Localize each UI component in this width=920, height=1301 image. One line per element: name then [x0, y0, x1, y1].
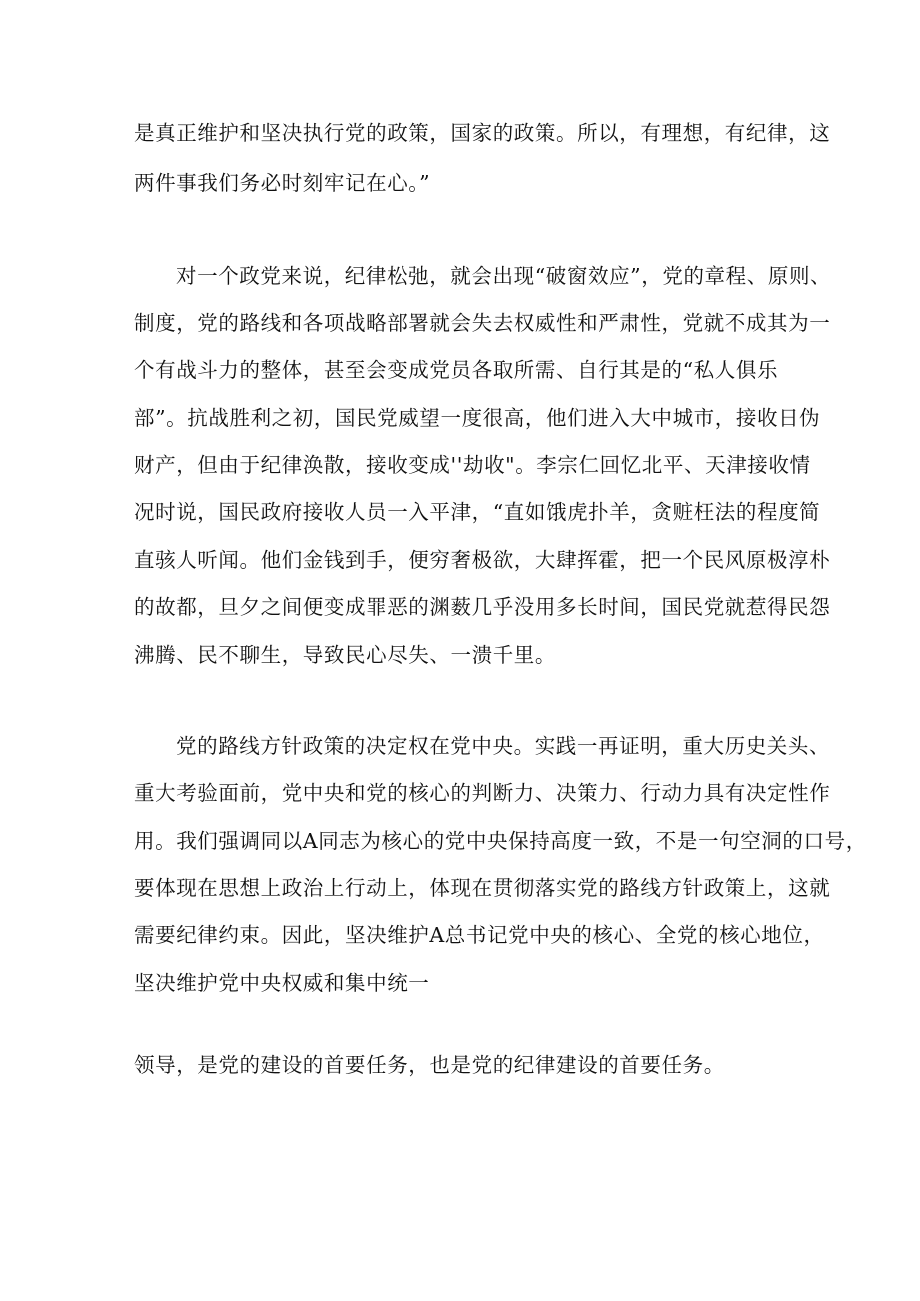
text-line: 领导，是党的建设的首要任务，也是党的纪律建设的首要任务。: [134, 1053, 725, 1077]
text-line: 两件事我们务必时刻牢记在心。”: [134, 171, 431, 195]
text-line: 制度，党的路线和各项战略部署就会失去权威性和严肃性，党就不成其为一: [134, 311, 831, 335]
text-line: 财产，但由于纪律涣散，接收变成''劫收"。李宗仁回忆北平、天津接收情: [134, 453, 811, 477]
text-line: 对一个政党来说，纪律松弛，就会出现“破窗效应”，党的章程、原则、: [176, 264, 832, 288]
text-line: 沸腾、民不聊生，导致民心尽失、一溃千里。: [134, 643, 556, 667]
text-line: 况时说，国民政府接收人员一入平津，“直如饿虎扑羊，贪赃枉法的程度简: [134, 500, 821, 524]
text-line: 用。我们强调同以A同志为核心的党中央保持高度一致，不是一句空洞的口号，: [134, 829, 867, 853]
text-line: 党的路线方针政策的决定权在党中央。实践一再证明，重大历史关头、: [176, 734, 831, 758]
text-line: 要体现在思想上政治上行动上，体现在贯彻落实党的路线方针政策上，这就: [134, 876, 831, 900]
text-line: 是真正维护和坚决执行党的政策，国家的政策。所以，有理想，有纪律，这: [134, 121, 831, 145]
text-line: 坚决维护党中央权威和集中统一: [134, 971, 430, 995]
text-line: 重大考验面前，党中央和党的核心的判断力、决策力、行动力具有决定性作: [134, 781, 831, 805]
text-line: 个有战斗力的整体，甚至会变成党员各取所需、自行其是的“私人俱乐: [134, 358, 779, 382]
text-line: 部”。抗战胜利之初，国民党威望一度很高，他们进入大中城市，接收日伪: [134, 406, 821, 430]
text-line: 直骇人听闻。他们金钱到手，便穷奢极欲，大肆挥霍，把一个民风原极淳朴: [134, 548, 831, 572]
text-line: 需要纪律约束。因此，坚决维护A总书记党中央的核心、全党的核心地位，: [134, 923, 825, 947]
text-line: 的故都，旦夕之间便变成罪恶的渊薮几乎没用多长时间，国民党就惹得民怨: [134, 595, 831, 619]
